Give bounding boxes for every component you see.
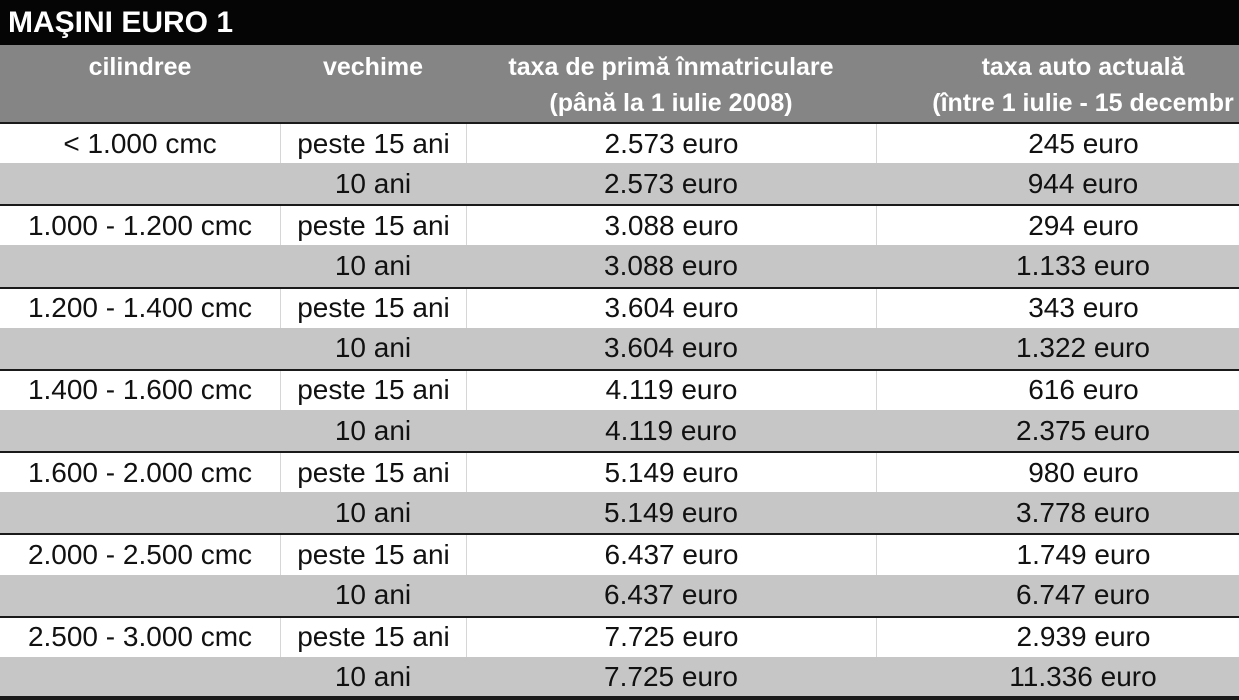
header-taxa-prima bbox=[466, 45, 876, 122]
cell-taxa-actuala: 2.375 euro bbox=[1016, 414, 1150, 446]
table-row bbox=[0, 410, 1239, 451]
table-row bbox=[0, 492, 1239, 533]
cell-cilindree: < 1.000 cmc bbox=[63, 127, 217, 159]
table-row bbox=[0, 616, 1239, 657]
cell-vechime: peste 15 ani bbox=[280, 206, 466, 245]
table-row bbox=[0, 204, 1239, 245]
table-row bbox=[0, 122, 1239, 163]
cell-taxa-actuala: 616 euro bbox=[876, 371, 1239, 410]
cell-taxa-prima: 5.149 euro bbox=[466, 453, 876, 492]
cell-vechime: peste 15 ani bbox=[280, 618, 466, 657]
cell-taxa-prima: 3.604 euro bbox=[466, 289, 876, 328]
cell-taxa-actuala: 245 euro bbox=[876, 124, 1239, 163]
cell-cilindree: 1.200 - 1.400 cmc bbox=[27, 292, 253, 324]
cell-cilindree: 2.000 - 2.500 cmc bbox=[27, 538, 253, 570]
cell-taxa-prima: 3.088 euro bbox=[604, 249, 738, 281]
table-row bbox=[0, 245, 1239, 286]
cell-taxa-prima: 5.149 euro bbox=[604, 496, 738, 528]
cell-vechime: peste 15 ani bbox=[280, 371, 466, 410]
cell-cilindree: 2.500 - 3.000 cmc bbox=[27, 621, 253, 653]
cell-taxa-actuala: 6.747 euro bbox=[1016, 579, 1150, 611]
cell-vechime: peste 15 ani bbox=[280, 453, 466, 492]
cell-vechime: peste 15 ani bbox=[280, 535, 466, 574]
table-header bbox=[0, 45, 1239, 122]
cell-cilindree bbox=[0, 245, 280, 286]
cell-vechime: 10 ani bbox=[334, 167, 412, 199]
cell-vechime: 10 ani bbox=[334, 661, 412, 693]
cell-taxa-prima: 3.604 euro bbox=[604, 332, 738, 364]
table-row bbox=[0, 533, 1239, 574]
table-row bbox=[0, 575, 1239, 616]
table-title: MAŞINI EURO 1 bbox=[0, 0, 1239, 45]
table-row bbox=[0, 451, 1239, 492]
table-row bbox=[0, 328, 1239, 369]
cell-taxa-prima: 3.088 euro bbox=[466, 206, 876, 245]
cell-vechime: 10 ani bbox=[334, 496, 412, 528]
header-vechime: vechime bbox=[322, 53, 424, 81]
header-taxa-prima-line2: (până la 1 iulie 2008) bbox=[549, 89, 793, 117]
cell-taxa-actuala: 1.322 euro bbox=[1016, 332, 1150, 364]
cell-cilindree bbox=[0, 657, 280, 698]
header-taxa-prima-line1: taxa de primă înmatriculare bbox=[508, 53, 834, 81]
cell-cilindree: 1.000 - 1.200 cmc bbox=[27, 209, 253, 241]
cell-taxa-actuala: 980 euro bbox=[876, 453, 1239, 492]
header-taxa-actuala-line2: (între 1 iulie - 15 decembr bbox=[932, 89, 1234, 117]
cell-taxa-actuala: 3.778 euro bbox=[1016, 496, 1150, 528]
cell-taxa-prima: 7.725 euro bbox=[604, 661, 738, 693]
table-row bbox=[0, 163, 1239, 204]
cell-cilindree: 1.600 - 2.000 cmc bbox=[27, 456, 253, 488]
cell-vechime: peste 15 ani bbox=[280, 289, 466, 328]
cell-taxa-actuala: 1.133 euro bbox=[1016, 249, 1150, 281]
cell-taxa-actuala: 294 euro bbox=[876, 206, 1239, 245]
cell-cilindree: 1.400 - 1.600 cmc bbox=[27, 374, 253, 406]
header-taxa-actuala-line1: taxa auto actuală bbox=[981, 53, 1185, 81]
cell-vechime: 10 ani bbox=[334, 414, 412, 446]
cell-taxa-prima: 4.119 euro bbox=[605, 414, 737, 446]
header-taxa-actuala bbox=[876, 45, 1239, 122]
cell-vechime: 10 ani bbox=[334, 579, 412, 611]
cell-taxa-prima: 2.573 euro bbox=[466, 124, 876, 163]
cell-taxa-prima: 4.119 euro bbox=[466, 371, 876, 410]
cell-vechime: 10 ani bbox=[334, 332, 412, 364]
cell-taxa-actuala: 1.749 euro bbox=[876, 535, 1239, 574]
table-row bbox=[0, 657, 1239, 698]
cell-cilindree bbox=[0, 575, 280, 616]
cell-taxa-prima: 2.573 euro bbox=[604, 167, 738, 199]
cell-cilindree bbox=[0, 328, 280, 369]
table-row bbox=[0, 287, 1239, 328]
table-row bbox=[0, 369, 1239, 410]
cell-cilindree bbox=[0, 163, 280, 204]
cell-taxa-actuala: 11.336 euro bbox=[1009, 661, 1157, 693]
cell-taxa-prima: 6.437 euro bbox=[604, 579, 738, 611]
cell-taxa-actuala: 2.939 euro bbox=[876, 618, 1239, 657]
table-body bbox=[0, 122, 1239, 698]
cell-cilindree bbox=[0, 410, 280, 451]
cell-vechime: peste 15 ani bbox=[280, 124, 466, 163]
cell-vechime: 10 ani bbox=[334, 249, 412, 281]
cell-cilindree bbox=[0, 492, 280, 533]
cell-taxa-prima: 6.437 euro bbox=[466, 535, 876, 574]
header-cilindree: cilindree bbox=[88, 53, 192, 81]
cell-taxa-actuala: 944 euro bbox=[1027, 167, 1139, 199]
cell-taxa-prima: 7.725 euro bbox=[466, 618, 876, 657]
cell-taxa-actuala: 343 euro bbox=[876, 289, 1239, 328]
bottom-divider bbox=[0, 696, 1239, 700]
